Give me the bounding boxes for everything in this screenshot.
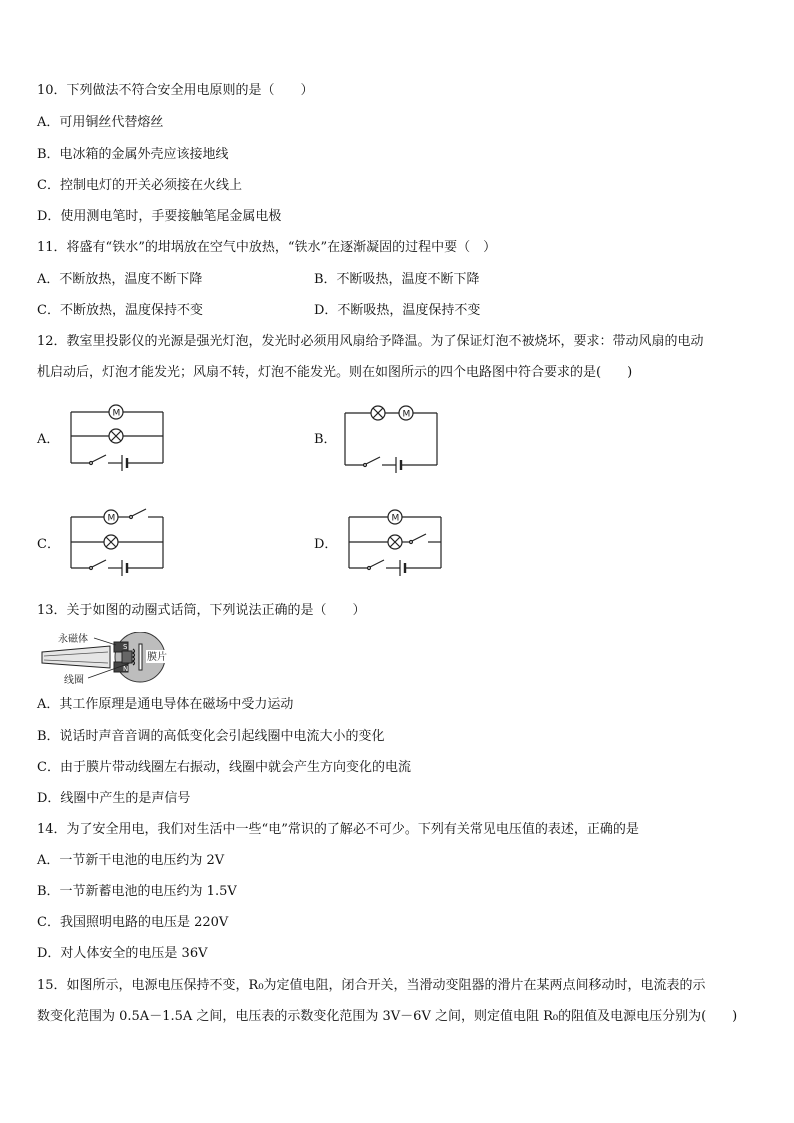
q12-stem-line2: 机启动后，灯泡才能发光；风扇不转，灯泡不能发光。则在如图所示的四个电路图中符合要求的是( ) bbox=[37, 365, 633, 380]
q14-option-c: C．我国照明电路的电压是 220V bbox=[37, 915, 229, 930]
q11-option-a: A．不断放热，温度不断下降 bbox=[37, 272, 203, 287]
q12-circuit-d bbox=[346, 504, 446, 576]
q13-option-b: B．说话时声音音调的高低变化会引起线圈中电流大小的变化 bbox=[37, 729, 385, 744]
q14-option-d: D．对人体安全的电压是 36V bbox=[37, 946, 208, 961]
coil-label: 线圈 bbox=[64, 675, 84, 686]
q12-circuit-c bbox=[68, 504, 168, 576]
q14-stem: 14．为了安全用电，我们对生活中一些“电”常识的了解必不可少。下列有关常见电压值的表述，正确的是 bbox=[37, 822, 639, 837]
q12-circuit-a bbox=[68, 400, 168, 470]
q12-option-d-label: D． bbox=[314, 537, 338, 552]
q10-option-c: C．控制电灯的开关必须接在火线上 bbox=[37, 178, 242, 193]
q10-option-d: D．使用测电笔时，手要接触笔尾金属电极 bbox=[37, 209, 282, 224]
motor-symbol-c: M bbox=[107, 513, 116, 524]
motor-symbol-b: M bbox=[402, 409, 411, 420]
q13-stem: 13．关于如图的动圈式话筒，下列说法正确的是（ ） bbox=[37, 603, 366, 618]
diaphragm-label: 膜片 bbox=[147, 652, 167, 663]
q14-option-b: B．一节新蓄电池的电压约为 1.5V bbox=[37, 884, 237, 899]
q12-option-b-label: B． bbox=[314, 432, 337, 447]
q13-option-d: D．线圈中产生的是声信号 bbox=[37, 791, 191, 806]
q11-option-d: D．不断吸热，温度保持不变 bbox=[314, 303, 481, 318]
q15-stem-line2: 数变化范围为 0.5A－1.5A 之间，电压表的示数变化范围为 3V－6V 之间，则定值电阻 R₀的阻值及电源电压分别为( ) bbox=[37, 1009, 738, 1024]
q10-option-a: A．可用铜丝代替熔丝 bbox=[37, 115, 164, 130]
pole-n-label: N bbox=[123, 665, 129, 673]
motor-symbol-a: M bbox=[112, 408, 121, 419]
q12-option-c-label: C． bbox=[37, 537, 60, 552]
q11-option-c: C．不断放热，温度保持不变 bbox=[37, 303, 203, 318]
pole-s-label: S bbox=[123, 643, 128, 651]
q12-option-a-label: A． bbox=[37, 432, 60, 447]
q13-option-a: A．其工作原理是通电导体在磁场中受力运动 bbox=[37, 697, 294, 712]
q10-stem: 10．下列做法不符合安全用电原则的是（ ） bbox=[37, 83, 314, 98]
q11-stem: 11．将盛有“铁水”的坩埚放在空气中放热，“铁水”在逐渐凝固的过程中要（ ） bbox=[37, 240, 497, 255]
magnet-label: 永磁体 bbox=[58, 634, 88, 645]
q10-option-b: B．电冰箱的金属外壳应该接地线 bbox=[37, 147, 229, 162]
q13-microphone-figure bbox=[40, 632, 170, 688]
q11-option-b: B．不断吸热，温度不断下降 bbox=[314, 272, 480, 287]
q14-option-a: A．一节新干电池的电压约为 2V bbox=[37, 853, 225, 868]
q15-stem-line1: 15．如图所示，电源电压保持不变，R₀为定值电阻，闭合开关，当滑动变阻器的滑片在某两点间移动时，电流表的示 bbox=[37, 978, 706, 993]
q12-circuit-b bbox=[342, 400, 442, 470]
motor-symbol-d: M bbox=[391, 513, 400, 524]
q12-stem-line1: 12．教室里投影仪的光源是强光灯泡，发光时必须用风扇给予降温。为了保证灯泡不被烧坏，要求：带动风扇的电动 bbox=[37, 334, 704, 349]
q13-option-c: C．由于膜片带动线圈左右振动，线圈中就会产生方向变化的电流 bbox=[37, 760, 411, 775]
